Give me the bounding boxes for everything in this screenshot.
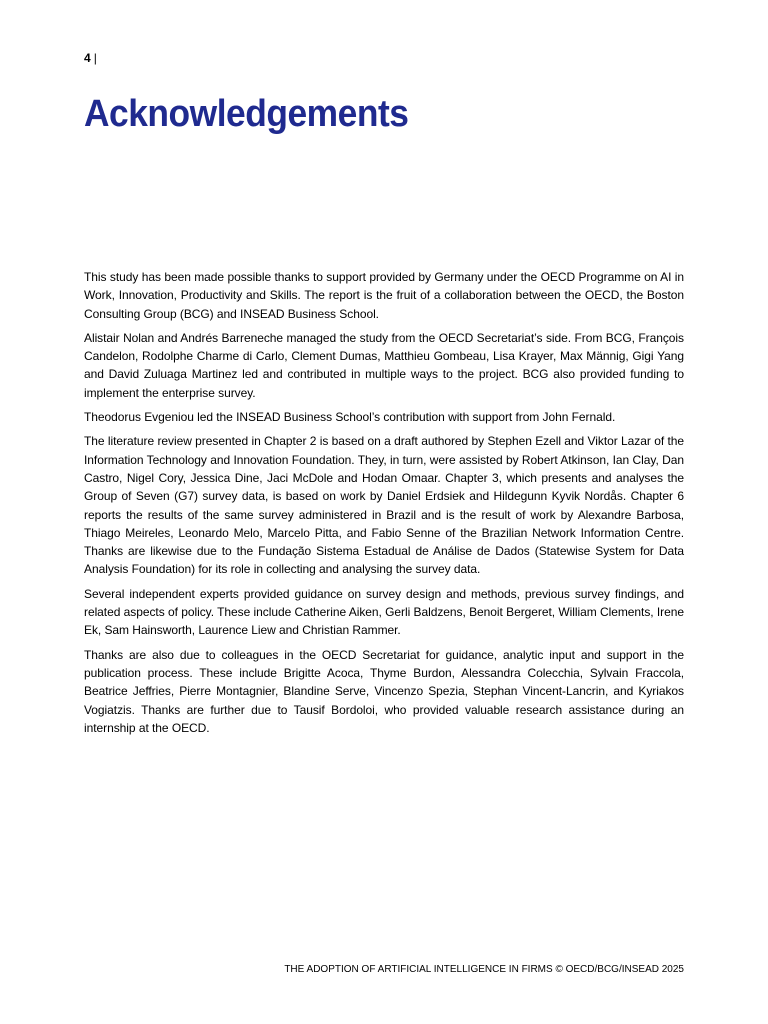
paragraph-programme-support: This study has been made possible thanks to support provided by Germany under the OECD Programme on AI in Work, Innovation, Productivity and Skills. The report is the fruit of a collaboration between the OECD, the Boston Consulting Group (BCG) and INSEAD Business School. [84,270,684,321]
paragraph-independent-experts: Several independent experts provided guidance on survey design and methods, previous survey findings, and related aspects of policy. These include Catherine Aiken, Gerli Baldzens, Benoit Bergeret, William Clements, Irene Ek, Sam Hainsworth, Laurence Liew and Christian Rammer. [84,586,684,638]
paragraph-study-management: Alistair Nolan and Andrés Barreneche managed the study from the OECD Secretariat’s side. From BCG, François Candelon, Rodolphe Charme di Carlo, Clement Dumas, Matthieu Gombeau, Lisa Krayer, Max Männig, Gigi Yang and David Zuluaga Martinez led and contributed in multiple ways to the project. BCG also provided funding to implement the enterprise survey. [84,330,684,400]
page-number: 4 [84,51,91,65]
page-footer: THE ADOPTION OF ARTIFICIAL INTELLIGENCE IN FIRMS © OECD/BCG/INSEAD 2025 [284,964,684,975]
page-number-header [84,50,97,66]
page-number-separator: | [93,51,97,65]
paragraph-literature-review: The literature review presented in Chapter 2 is based on a draft authored by Stephen Ezell and Viktor Lazar of the Information Technology and Innovation Foundation. They, in turn, were assisted by Robert Atkinson, Ian Clay, Dan Castro, Nigel Cory, Jessica Dine, Jaci McDole and Hodan Omaar. Chapter 3, which presents and analyses the Group of Seven (G7) survey data, is based on work by Daniel Erdsiek and Hildegunn Kyvik Nordås. Chapter 6 reports the results of the same survey administered in Brazil and is the result of work by Alexandre Barbosa, Thiago Meireles, Leonardo Melo, Marcelo Pitta, and Fabio Senne of the Brazilian Network Information Centre. Thanks are likewise due to the Fundação Sistema Estadual de Análise de Dados (Statewise System for Data Analysis Foundation) for its role in collecting and analysing the survey data. [84,434,684,577]
paragraph-oecd-colleagues: Thanks are also due to colleagues in the OECD Secretariat for guidance, analytic input and support in the publication process. These include Brigitte Acoca, Thyme Burdon, Alessandra Colecchia, Sylvain Fraccola, Beatrice Jeffries, Pierre Montagnier, Blandine Serve, Vincenzo Spezia, Stephan Vincent-Lancrin, and Kyriakos Vogiatzis. Thanks are further due to Tausif Bordoloi, who provided valuable research assistance during an internship at the OECD. [84,647,684,735]
page-title: Acknowledgements [84,93,409,135]
acknowledgements-body [84,268,684,743]
paragraph-insead-contribution: Theodorus Evgeniou led the INSEAD Business School’s contribution with support from John Fernald. [84,410,616,425]
